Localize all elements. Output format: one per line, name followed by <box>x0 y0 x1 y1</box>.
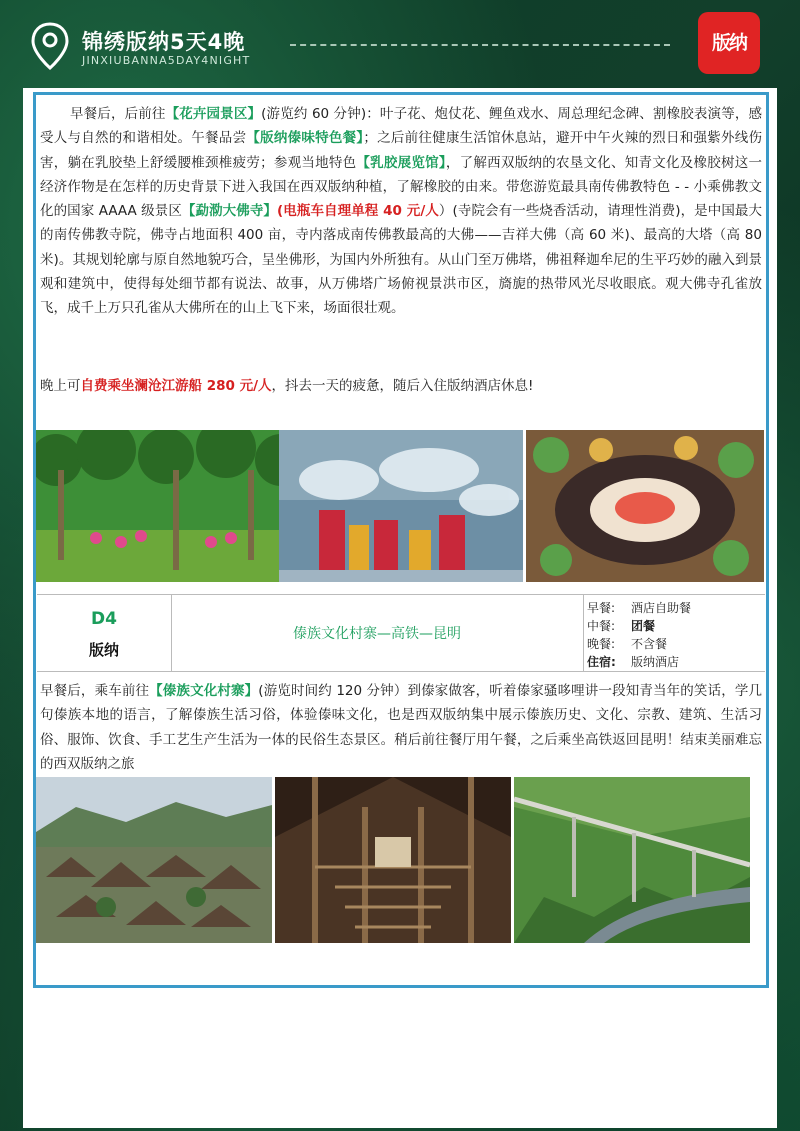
location-pin-icon <box>30 22 70 70</box>
day4-label-cell <box>37 595 172 671</box>
fee-electric-cart: (电瓶车自理单程 40 元/人 <box>277 203 439 220</box>
meal-breakfast: 早餐: 酒店自助餐 <box>587 601 692 615</box>
page-header <box>0 0 800 88</box>
photo-dai-village-aerial <box>36 777 272 943</box>
spot-menglei-temple: 【勐泐大佛寺】 <box>181 203 278 220</box>
meal-dinner: 晚餐: 不含餐 <box>587 637 668 651</box>
day4-place: 版纳 <box>88 641 119 659</box>
brand-logo: 版纳 <box>698 12 760 74</box>
spot-dai-village: 【傣族文化村寨】 <box>149 683 259 699</box>
page-title: 锦绣版纳5天4晚 <box>82 30 246 54</box>
day4-meals-cell <box>585 595 765 671</box>
day3-evening: 晚上可自费乘坐澜沧江游船 280 元/人，抖去一天的疲惫，随后入住版纳酒店休息! <box>40 378 534 394</box>
photo-high-speed-rail-bridge <box>514 777 750 943</box>
photo-palm-garden <box>36 430 302 582</box>
fee-river-cruise: 自费乘坐澜沧江游船 280 元/人 <box>80 378 272 394</box>
meal-dai-special: 【版纳傣味特色餐】 <box>246 130 364 147</box>
photo-dai-feast <box>526 430 764 582</box>
page-subtitle: JINXIUBANNA5DAY4NIGHT <box>82 54 251 67</box>
day4-description: 早餐后，乘车前往【傣族文化村寨】(游览时间约 120 分钟）到傣家做客，听着傣家骚哆哩讲一段知青当年的笑话，学几句傣族本地的语言，了解傣族生活习俗，体验傣味文化，也是西双版纳集中展示傣族历史、文化、宗教、建筑、生活习俗、服饰、饮食、手工艺生产生活为一体的民俗生态景区。稍后前往餐厅用午餐，之后乘坐高铁返回昆明！结束美丽难忘的西双版纳之旅 <box>40 683 763 772</box>
day4-code: D4 <box>91 609 117 629</box>
photo-water-festival <box>279 430 523 582</box>
day4-header-row <box>37 594 765 672</box>
content-panel <box>23 88 777 1128</box>
meal-lunch: 中餐: 团餐 <box>587 619 656 633</box>
day4-route-cell <box>171 595 584 671</box>
day4-route: 傣族文化村寨—高铁—昆明 <box>293 626 461 642</box>
header-divider <box>290 44 670 46</box>
meal-hotel: 住宿: 版纳酒店 <box>587 655 680 669</box>
spot-flower-garden: 【花卉园景区】 <box>165 106 262 122</box>
photo-stilt-house <box>275 777 511 943</box>
day3-description: 早餐后，后前往【花卉园景区】(游览约 60 分钟)：叶子花、炮仗花、鲤鱼戏水、周总理纪念碑、割橡胶表演等，感受人与自然的和谐相处。午餐品尝【版纳傣味特色餐】；之后前往健康生活馆休息站，避开中午火辣的烈日和强紫外线伤害，躺在乳胶垫上舒缓腰椎颈椎疲劳；参观当地特色【乳胶展览馆】，了解西双版纳的农垦文化、知青文化及橡胶树这一经济作物是在怎样的历史背景下进入我国在西双版纳种植，了解橡胶的由来。带您游览最具南传佛教特色 - - 小乘佛教文化的国家 AAAA 级景区【勐泐大佛寺】(电瓶车自理单程 40 元/人）(寺院会有一些烧香活动，请理性消费)，是中国最大的南传佛教寺院，佛寺占地面积 400 亩，寺内落成南传佛教最高的大佛——吉祥大佛（高 60 米)、最高的大塔（高 80 米)。其规划轮廓与原自然地貌巧合，呈坐佛形，为国内外所独有。从山门至万佛塔，佛祖释迦牟尼的生平巧妙的融入到景观和建筑中，使得每处细节都有说法、故事，从万佛塔广场俯视景洪市区，旖旎的热带风光尽收眼底。观大佛寺孔雀放飞，成千上万只孔雀从大佛所在的山上飞下来，场面很壮观。 <box>40 106 763 317</box>
spot-latex-museum: 【乳胶展览馆】 <box>356 154 446 171</box>
